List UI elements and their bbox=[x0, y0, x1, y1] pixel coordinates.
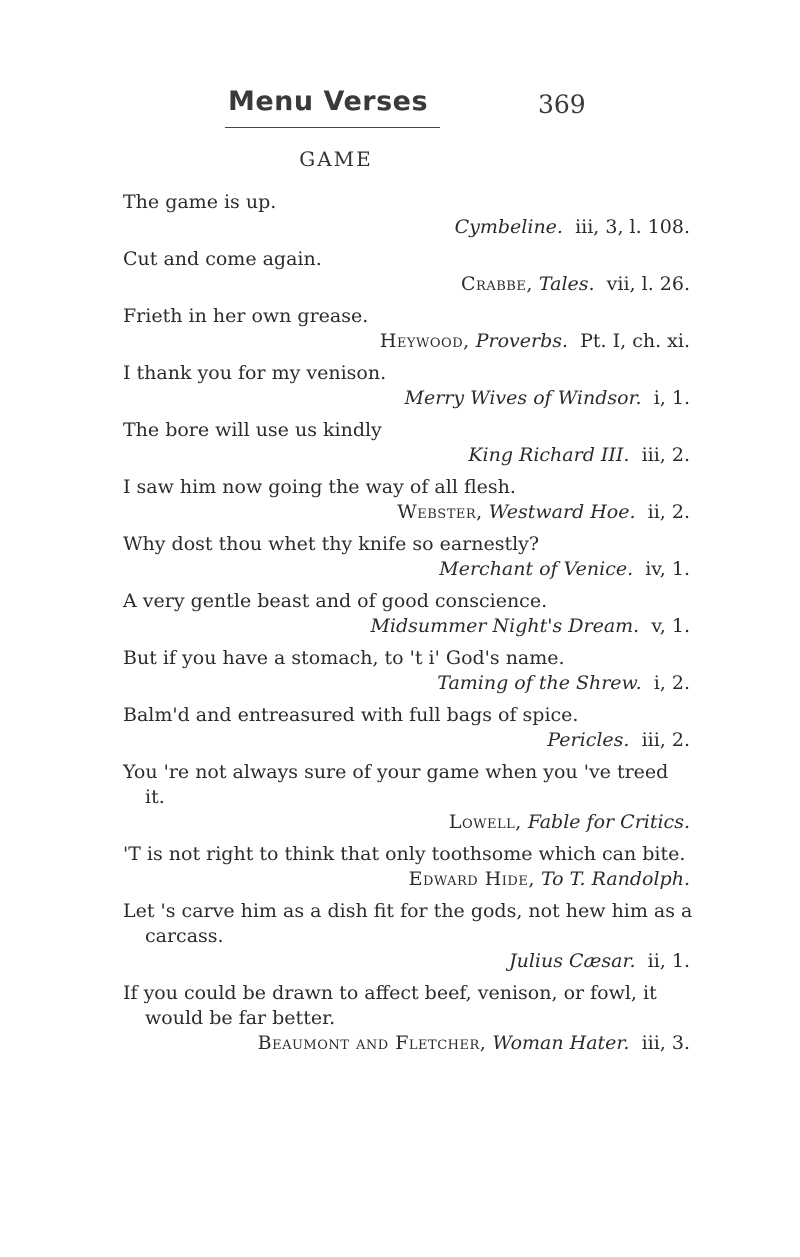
quotation-source bbox=[0, 810, 690, 835]
quotation-text: Why dost thou whet thy knife so earnestly? bbox=[123, 533, 540, 555]
work-title: Fable for Critics. bbox=[527, 811, 690, 833]
quotation-text: Cut and come again. bbox=[123, 248, 322, 270]
quotation-text: The bore will use us kindly bbox=[123, 419, 382, 441]
reference: iii, 2. bbox=[641, 444, 690, 466]
quotation bbox=[0, 418, 800, 468]
quotation-source bbox=[0, 557, 690, 582]
page-number: 369 bbox=[538, 90, 586, 119]
quotation-text: The game is up. bbox=[123, 191, 277, 213]
work-title: Julius Cæsar. bbox=[508, 950, 636, 972]
work-title: Taming of the Shrew. bbox=[437, 672, 642, 694]
reference: iii, 2. bbox=[641, 729, 690, 751]
work-title: Midsummer Night's Dream. bbox=[370, 615, 640, 637]
quotation-source bbox=[0, 949, 690, 974]
quotation-source bbox=[0, 329, 690, 354]
work-title: Westward Hoe. bbox=[488, 501, 636, 523]
work-title: Merry Wives of Windsor. bbox=[404, 387, 642, 409]
quotation-text: Balm'd and entreasured with full bags of spice. bbox=[123, 704, 579, 726]
quotation-source bbox=[0, 614, 690, 639]
quotation-source bbox=[0, 386, 690, 411]
author: Beaumont and Fletcher, bbox=[257, 1032, 487, 1054]
reference: vii, l. 26. bbox=[606, 273, 690, 295]
quotation-list bbox=[0, 190, 800, 1063]
quotation-source bbox=[0, 671, 690, 696]
author: Crabbe, bbox=[461, 273, 533, 295]
quotation-source bbox=[0, 500, 690, 525]
quotation bbox=[0, 842, 800, 892]
section-title-text: GAME bbox=[299, 147, 373, 171]
author: Webster, bbox=[397, 501, 483, 523]
reference: iii, 3. bbox=[641, 1032, 690, 1054]
quotation bbox=[0, 304, 800, 354]
quotation-text: But if you have a stomach, to 't i' God's name. bbox=[123, 647, 565, 669]
quotation bbox=[0, 899, 800, 974]
quotation-text: You 're not always sure of your game when you 've treed it. bbox=[123, 761, 669, 808]
section-title bbox=[0, 147, 800, 171]
quotation-text: Let 's carve him as a dish fit for the gods, not hew him as a carcass. bbox=[123, 900, 693, 947]
quotation-text: I saw him now going the way of all flesh. bbox=[123, 476, 516, 498]
quotation-source bbox=[0, 272, 690, 297]
reference: i, 1. bbox=[653, 387, 690, 409]
quotation bbox=[0, 361, 800, 411]
work-title: King Richard III. bbox=[468, 444, 630, 466]
quotation bbox=[0, 532, 800, 582]
quotation-text: 'T is not right to think that only toothsome which can bite. bbox=[123, 843, 686, 865]
quotation bbox=[0, 703, 800, 753]
quotation-text: If you could be drawn to affect beef, venison, or fowl, it would be far better. bbox=[123, 982, 657, 1029]
reference: ii, 2. bbox=[647, 501, 690, 523]
reference: i, 2. bbox=[653, 672, 690, 694]
work-title: Proverbs. bbox=[475, 330, 569, 352]
reference: iii, 3, l. 108. bbox=[575, 216, 690, 238]
quotation bbox=[0, 475, 800, 525]
reference: Pt. I, ch. xi. bbox=[580, 330, 690, 352]
quotation bbox=[0, 646, 800, 696]
quotation bbox=[0, 589, 800, 639]
quotation bbox=[0, 190, 800, 240]
quotation-text: I thank you for my venison. bbox=[123, 362, 387, 384]
reference: ii, 1. bbox=[647, 950, 690, 972]
running-title: Menu Verses bbox=[228, 86, 429, 117]
quotation-text: Frieth in her own grease. bbox=[123, 305, 369, 327]
quotation-source bbox=[0, 728, 690, 753]
work-title: Pericles. bbox=[547, 729, 630, 751]
work-title: To T. Randolph. bbox=[540, 868, 690, 890]
work-title: Woman Hater. bbox=[492, 1032, 630, 1054]
header-rule bbox=[225, 127, 440, 128]
work-title: Merchant of Venice. bbox=[439, 558, 634, 580]
quotation bbox=[0, 981, 800, 1056]
work-title: Tales. bbox=[538, 273, 595, 295]
author: Lowell, bbox=[448, 811, 522, 833]
quotation bbox=[0, 760, 800, 835]
author: Edward Hide, bbox=[408, 868, 535, 890]
quotation-source bbox=[0, 1031, 690, 1056]
quotation-source bbox=[0, 867, 690, 892]
quotation-text: A very gentle beast and of good conscience. bbox=[123, 590, 548, 612]
quotation-source bbox=[0, 443, 690, 468]
author: Heywood, bbox=[379, 330, 470, 352]
quotation-source bbox=[0, 215, 690, 240]
work-title: Cymbeline. bbox=[454, 216, 563, 238]
reference: iv, 1. bbox=[645, 558, 690, 580]
reference: v, 1. bbox=[651, 615, 690, 637]
quotation bbox=[0, 247, 800, 297]
